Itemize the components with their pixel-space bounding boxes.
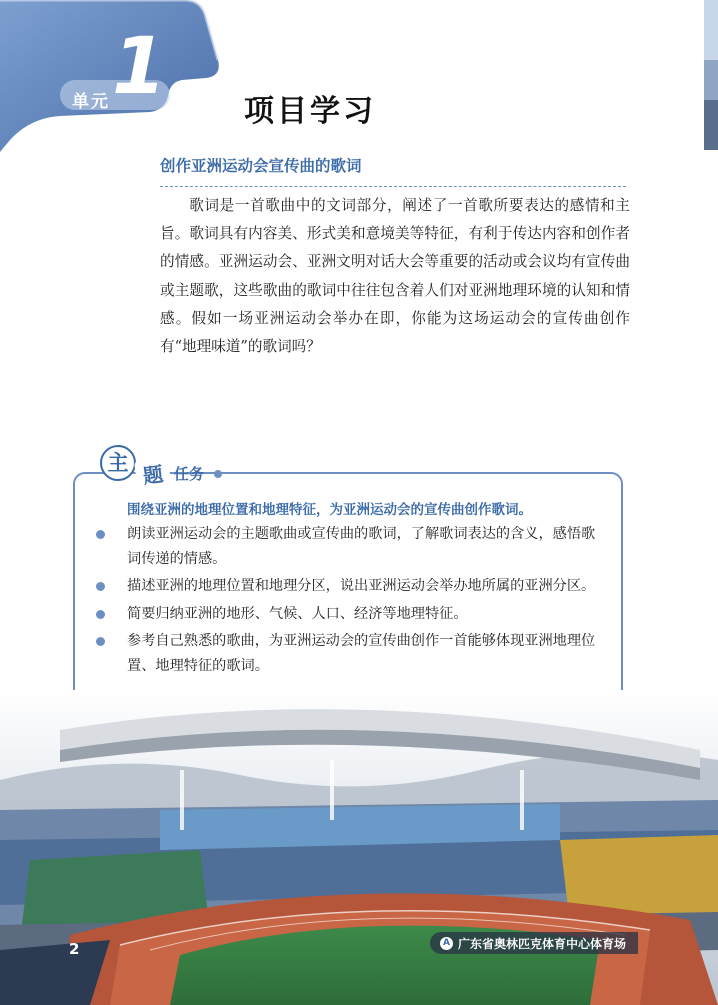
list-item <box>96 629 606 678</box>
task-item-text: 参考自己熟悉的歌曲，为亚洲运动会的宣传曲创作一首能够体现亚洲地理位置、地理特征的歌词。 <box>127 633 596 674</box>
bullet-icon <box>96 582 105 591</box>
task-lead: 围绕亚洲的地理位置和地理特征，为亚洲运动会的宣传曲创作歌词。 <box>127 502 532 518</box>
photo-caption <box>430 932 638 954</box>
bullet-icon <box>96 637 105 646</box>
bullet-icon <box>96 610 105 619</box>
page-number: 2 <box>69 940 80 958</box>
task-item-text: 简要归纳亚洲的地形、气候、人口、经济等地理特征。 <box>127 605 468 622</box>
caption-text: 广东省奥林匹克体育中心体育场 <box>458 936 627 951</box>
task-item-text: 朗读亚洲运动会的主题歌曲或宣传曲的歌词，了解歌词表达的含义，感悟歌词传递的情感。 <box>127 526 596 567</box>
section-divider <box>160 186 626 187</box>
list-item <box>96 522 606 571</box>
badge-zhu: 主 <box>100 445 136 481</box>
badge-ti: 题 <box>134 456 172 494</box>
list-item <box>96 574 606 599</box>
unit-number: 1 <box>112 22 167 112</box>
task-item-text: 描述亚洲的地理位置和地理分区，说出亚洲运动会举办地所属的亚洲分区。 <box>127 578 596 595</box>
bullet-icon <box>96 530 105 539</box>
badge-word: 任务 <box>174 465 205 483</box>
unit-label: 单元 <box>72 92 110 112</box>
intro-paragraph: 歌词是一首歌曲中的文词部分，阐述了一首歌所要表达的感情和主旨。歌词具有内容美、形式美和意境美等特征，有利于传达内容和创作者的情感。亚洲运动会、亚洲文明对话大会等重要的活动或会议均有宣传曲或主题歌，这些歌曲的歌词中往往包含着人们对亚洲地理环境的认知和情感。假如一场亚洲运动会举办在即，你能为这场运动会的宣传曲创作有“地理味道”的歌词吗？ <box>160 197 630 356</box>
page-title: 项目学习 <box>244 94 376 129</box>
section-title: 创作亚洲运动会宣传曲的歌词 <box>160 157 362 175</box>
stadium-photo <box>0 690 718 1005</box>
list-item <box>96 602 606 627</box>
badge-dot <box>214 470 222 478</box>
task-list <box>96 522 606 682</box>
edge-photo-strip <box>704 0 718 150</box>
caption-marker-icon: A <box>440 937 453 950</box>
